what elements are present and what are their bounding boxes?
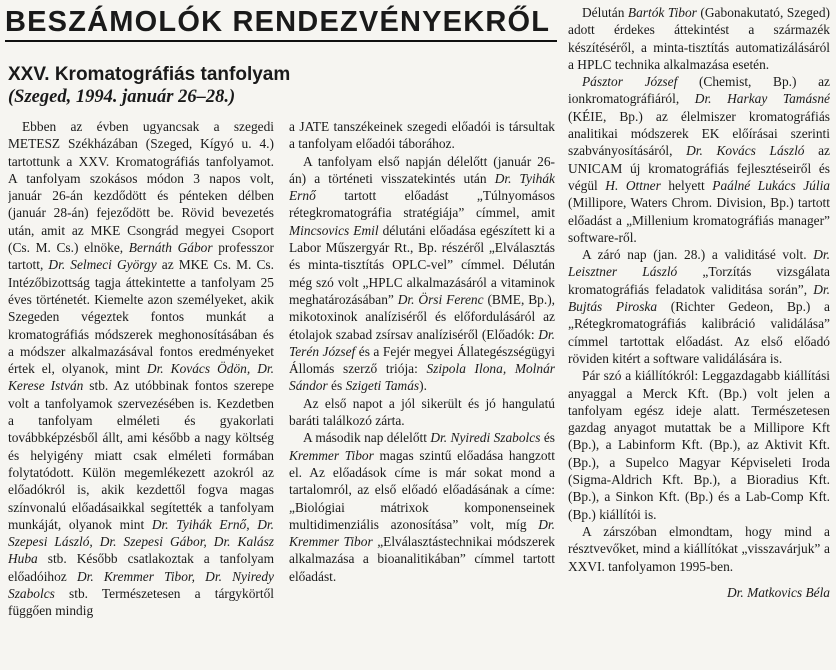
paragraph <box>568 367 830 523</box>
person-name: Dr. Kremmer Tibor, Dr. Nyiredy Szabolcs <box>8 568 274 602</box>
text-column-3 <box>568 4 830 670</box>
text-run: (KÉIE, Bp.) az élelmiszer kromatográfiás analitikai módszerek EK előírásai szerinti szabványosításáról, <box>568 108 830 159</box>
person-name: Pásztor József <box>582 74 678 90</box>
text-column-2 <box>289 118 555 670</box>
text-column-1 <box>8 118 274 670</box>
text-run: stb. Az utóbbinak fontos szerepe volt a tanfolyamok szervezésében is. Kezdetben a tanfolyam elméleti és gyakorlati továbbképzésből állt, ami később a nagy költség és helyigény miatt csak elméleti formában folytatódott. Külön megemlékezett azokról az előadókról is, akik kezdettől fogva magas színvonalú előadásaikkal segítették a tanfolyam munkáját, olyanok mint <box>8 378 274 532</box>
person-name: Dr. Kovács Ödön, Dr. Kerese István <box>8 361 274 394</box>
author-signature: Dr. Matkovics Béla <box>726 584 830 600</box>
text-run: stb. Természetesen a tárgykörtől függően mindig <box>8 586 274 619</box>
person-name: Bartók Tibor <box>627 5 697 20</box>
text-run: (BME, Bp.), mikotoxinok analíziséről és előfordulásáról az étolajok szabad zsírsav analíziséről (Előadók: <box>289 291 555 342</box>
text-run: (Richter Gedeon, Bp.) a „Rétegkromatográfiás kalibráció validálása” címmel tartottak előadást. Az első előadó röviden kitért a software validálására is. <box>568 299 830 366</box>
paragraph <box>289 118 555 153</box>
text-run: magas szintű előadása hangzott el. Az előadások címe is már sokat mond a tartalomról, az első előadó előadásának a címe: „Biológiai mátrixok komponenseinek multidimenziális azonosítása” volt, míg <box>289 447 555 532</box>
text-run: tartott előadást „Túlnyomásos rétegkromatográfia stratégiája” címmel, amit <box>289 188 555 221</box>
text-run: a JATE tanszékeinek szegedi előadói is társultak a tanfolyam előadói táborához. <box>289 119 555 152</box>
text-run: az UNICAM új kromatográfiás fejlesztéseiről és végül <box>568 143 830 193</box>
text-run: Az első napot a jól sikerült és jó hangulatú baráti találkozó zárta. <box>289 395 555 429</box>
text-run: ). <box>419 378 427 394</box>
person-name: Mincsovics Emil <box>289 222 379 238</box>
person-name: Dr. Nyiredi Szabolcs <box>430 430 541 446</box>
paragraph <box>289 153 555 395</box>
text-run: (Gabonakutató, Szeged) adott érdekes áttekintést a származék készítéséről, a minta-tisztítás automatizálásáról a HPLC technika alkalmazása esetén. <box>568 5 830 72</box>
paragraph <box>568 523 830 575</box>
person-name: Szipola Ilona, Molnár Sándor <box>289 361 555 394</box>
paragraph <box>568 246 830 367</box>
text-run: stb. Később csatlakoztak a tanfolyam előadóihoz <box>8 551 274 584</box>
person-name: Dr. Tyihák Ernő <box>289 170 555 204</box>
person-name: H. Ottner <box>605 177 661 193</box>
person-name: Paálné Lukács Júlia <box>712 177 830 193</box>
paragraph <box>568 4 830 73</box>
paragraph <box>568 73 830 246</box>
person-name: Dr. Leisztner László <box>568 247 830 280</box>
text-run: délutáni előadása egészített ki a Labor Műszergyár Rt., Bp. részéről „Elválasztás és minta-tisztítás OPLC-vel” címmel. Délután még szó volt „HPLC alkalmazásáról a vitaminok meghatározásában” <box>289 222 555 307</box>
person-name: Dr. Bujtás Piroska <box>568 281 830 315</box>
person-name: Dr. Terén József <box>289 326 555 359</box>
person-name: Dr. Harkay Tamásné <box>694 91 830 107</box>
text-run: és a Fejér megyei Állategészségügyi Állomás szerző triója: <box>289 343 555 377</box>
text-run: „Elválasztástechnikai módszerek alkalmazása a bioanalitikában” címmel tartott előadást. <box>289 534 555 584</box>
text-run: Délután <box>582 5 628 20</box>
article-title: XXV. Kromatográfiás tanfolyam <box>8 64 291 85</box>
section-title: BESZÁMOLÓK RENDEZVÉNYEKRŐL <box>5 6 551 38</box>
text-run: és <box>540 430 555 446</box>
text-run: „Torzítás vizsgálata kromatográfiás feladatok validitása során”, <box>568 264 830 297</box>
paragraph <box>289 429 555 585</box>
section-header <box>5 4 557 42</box>
text-run: Ebben az évben ugyancsak a szegedi METESZ Székházában (Szeged, Kígyó u. 4.) tartottunk a XXV. Kromatográfiás tanfolyamot. A tanfolyam szokásos módon 3 napos volt, január 26-án kezdődött és pénteken délben (január 28-án) fejeződött be. Rövid bevezetés után, amit az MKE Csongrád megyei Csoport (Cs. M. Cs.) elnöke, <box>8 119 274 256</box>
text-run: (Millipore, Waters Chrom. Division, Bp.) tartott előadást a „Millenium kromatográfiás manager” software-ről. <box>568 195 830 245</box>
person-name: Dr. Tyihák Ernő, Dr. Szepesi László, Dr. Szepesi Gábor, Dr. Kalász Huba <box>8 516 274 567</box>
person-name: Dr. Kremmer Tibor <box>289 516 555 550</box>
text-run: A tanfolyam első napján délelőtt (január 26-án) a történeti visszatekintés után <box>289 153 555 186</box>
person-name: Szigeti Tamás <box>345 378 420 394</box>
text-run: professzor tartott, <box>8 240 274 273</box>
paragraph <box>8 118 274 620</box>
person-name: Dr. Örsi Ferenc <box>397 291 484 307</box>
text-run: az MKE Cs. M. Cs. Intézőbizottság tagja áttekintette a tanfolyam 25 éves történetét. Kiemelte azon személyeket, akik Szegeden végeztek fontos munkát a kromatográfiás módszerek meghonosításában és a módszer alkalmazásával fontos eredményeket értek el, olyanok, mint <box>8 257 274 377</box>
person-name: Bernáth Gábor <box>128 240 213 256</box>
text-run: (Chemist, Bp.) az ionkromatográfiáról, <box>568 74 830 107</box>
text-run: helyett <box>660 177 713 193</box>
paragraph <box>289 395 555 430</box>
text-run: A zárszóban elmondtam, hogy mind a résztvevőket, mind a kiállítókat „visszavárjuk” a XXVI. tanfolyamon 1995-ben. <box>568 523 830 574</box>
text-run: Pár szó a kiállítókról: Leggazdagabb kiállítási anyaggal a Merck Kft. (Bp.) volt jelen a tanfolyam egész ideje alatt. Természetesen gazdag anyagot mutattak be a Millipore Kft (Bp.), a Labinform Kft. (Bp.), az Aktivit Kft. (Bp.), a Supelco Magyar Képviseleti Iroda (Sigma-Aldrich Kft. Bp.), a Bioradius Kft. (Bp.), a Sinkon Kft. (Bp.) és a Lab-Comp Kft. (Bp.) kiállítói is. <box>568 368 830 522</box>
text-run: A második nap délelőtt <box>303 430 431 446</box>
person-name: Kremmer Tibor <box>289 447 374 463</box>
person-name: Dr. Selmeci György <box>48 257 157 273</box>
article-subtitle: (Szeged, 1994. január 26–28.) <box>8 87 236 107</box>
person-name: Dr. Kovács László <box>686 143 805 159</box>
text-run: A záró nap (jan. 28.) a validitásé volt. <box>582 247 814 263</box>
text-run: és <box>327 378 346 394</box>
